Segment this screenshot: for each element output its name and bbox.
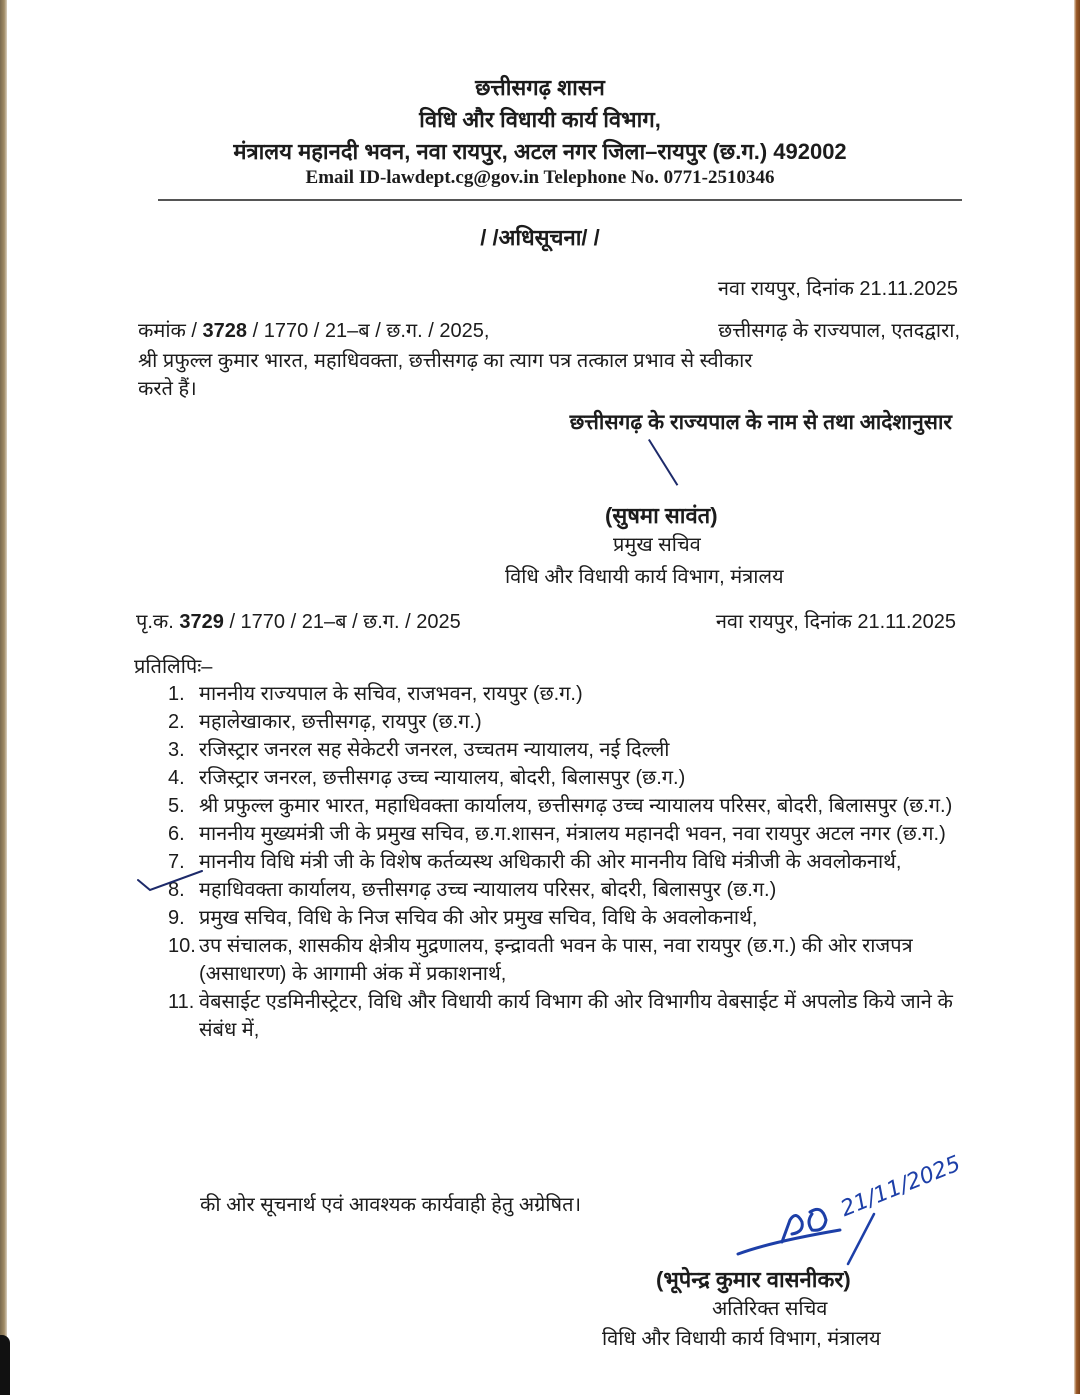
list-item — [168, 932, 968, 988]
item-number: 5. — [168, 795, 185, 817]
signatory-1-designation: प्रमुख सचिव — [613, 534, 701, 556]
item-number: 6. — [168, 823, 185, 845]
signatory-1-office: विधि और विधायी कार्य विभाग, मंत्रालय — [505, 566, 784, 588]
endorsement-ref-number: 3729 — [179, 611, 224, 633]
ref-suffix: / 1770 / 21–ब / छ.ग. / 2025, — [247, 320, 490, 342]
item-text: रजिस्ट्रार जनरल सह सेकेटरी जनरल, उच्चतम न्यायालय, नई दिल्ली — [199, 739, 670, 761]
ref-prefix: कमांक / — [138, 320, 203, 342]
ref-number: 3728 — [202, 320, 248, 342]
list-item — [168, 988, 968, 1044]
page-edge-shadow — [0, 1335, 10, 1395]
list-item — [168, 736, 968, 764]
item-number: 10. — [168, 935, 196, 957]
notification-body-line1: छत्तीसगढ़ के राज्यपाल, एतदद्वारा, — [718, 320, 960, 342]
item-text: माननीय मुख्यमंत्री जी के प्रमुख सचिव, छ.ग.शासन, मंत्रालय महानदी भवन, नवा रायपुर अटल नगर (छ.ग.) — [199, 823, 946, 845]
list-item — [168, 876, 968, 904]
item-text: प्रमुख सचिव, विधि के निज सचिव की ओर प्रमुख सचिव, विधि के अवलोकनार्थ, — [199, 907, 758, 929]
endorsement-ref-prefix: पृ.क. — [136, 611, 180, 633]
list-item — [168, 848, 968, 876]
notification-body-line2: श्री प्रफुल्ल कुमार भारत, महाधिवक्ता, छत्तीसगढ़ का त्याग पत्र तत्काल प्रभाव से स्वीकार — [138, 350, 753, 372]
item-number: 1. — [168, 683, 185, 705]
signatory-1-name: (सुषमा सावंत) — [605, 503, 718, 528]
copy-list — [168, 680, 968, 1044]
item-text: वेबसाईट एडमिनीस्ट्रेटर, विधि और विधायी कार्य विभाग की ओर विभागीय वेबसाईट में अपलोड किये जाने के संबंध में, — [199, 991, 953, 1041]
item-number: 7. — [168, 851, 185, 873]
list-item — [168, 708, 968, 736]
department-address: मंत्रालय महानदी भवन, नवा रायपुर, अटल नगर जिला–रायपुर (छ.ग.) 492002 — [233, 139, 847, 164]
item-number: 4. — [168, 767, 185, 789]
department-name: विधि और विधायी कार्य विभाग, — [419, 107, 661, 132]
item-text: माननीय विधि मंत्री जी के विशेष कर्तव्यस्थ अधिकारी की ओर माननीय विधि मंत्रीजी के अवलोकनार्थ, — [199, 851, 902, 873]
endorsement-reference — [136, 607, 461, 634]
item-number: 11. — [168, 991, 195, 1013]
signatory-2-designation: अतिरिक्त सचिव — [712, 1298, 828, 1320]
page-edge-right — [1074, 0, 1080, 1394]
item-number: 8. — [168, 879, 185, 901]
notification-reference — [138, 316, 489, 343]
order-line: छत्तीसगढ़ के राज्यपाल के नाम से तथा आदेशानुसार — [569, 411, 952, 434]
signatory-2-name: (भूपेन्द्र कुमार वासनीकर) — [656, 1267, 851, 1292]
closing-line: की ओर सूचनार्थ एवं आवश्यक कार्यवाही हेतु अग्रेषित। — [200, 1194, 582, 1216]
list-item — [168, 680, 968, 708]
item-number: 9. — [168, 907, 185, 929]
item-text: रजिस्ट्रार जनरल, छत्तीसगढ़ उच्च न्यायालय, बोदरी, बिलासपुर (छ.ग.) — [199, 767, 686, 789]
notification-title: / /अधिसूचना/ / — [480, 225, 600, 250]
government-name: छत्तीसगढ़ शासन — [475, 75, 605, 100]
list-item — [168, 792, 968, 820]
contact-info: Email ID-lawdept.cg@gov.in Telephone No. 0771-2510346 — [305, 167, 775, 188]
endorsement-ref-suffix: / 1770 / 21–ब / छ.ग. / 2025 — [223, 611, 461, 633]
page-edge-left — [0, 0, 7, 1394]
item-number: 3. — [168, 739, 185, 761]
notification-place-date: नवा रायपुर, दिनांक 21.11.2025 — [717, 278, 958, 300]
item-text: महाधिवक्ता कार्यालय, छत्तीसगढ़ उच्च न्यायालय परिसर, बोदरी, बिलासपुर (छ.ग.) — [199, 879, 777, 901]
header-divider — [158, 199, 962, 201]
item-number: 2. — [168, 711, 185, 733]
notification-body-line3: करते हैं। — [138, 378, 197, 400]
list-item — [168, 904, 968, 932]
handwritten-date: 21/11/2025 — [837, 1151, 965, 1223]
item-text: उप संचालक, शासकीय क्षेत्रीय मुद्रणालय, इन्द्रावती भवन के पास, नवा रायपुर (छ.ग.) की ओर राजपत्र (असाधारण) के आगामी अंक में प्रकाशनार्थ, — [199, 935, 913, 985]
checkmark-icon — [136, 868, 206, 898]
list-item — [168, 820, 968, 848]
item-text: माननीय राज्यपाल के सचिव, राजभवन, रायपुर (छ.ग.) — [199, 683, 583, 705]
copy-heading: प्रतिलिपिः– — [134, 656, 213, 678]
list-item — [168, 764, 968, 792]
item-text: महालेखाकार, छत्तीसगढ़, रायपुर (छ.ग.) — [199, 711, 482, 733]
signatory-2-office: विधि और विधायी कार्य विभाग, मंत्रालय — [602, 1328, 881, 1350]
item-text: श्री प्रफुल्ल कुमार भारत, महाधिवक्ता कार्यालय, छत्तीसगढ़ उच्च न्यायालय परिसर, बोदरी, बिलासपुर (छ.ग.) — [199, 795, 953, 817]
signature-stroke — [648, 439, 678, 486]
endorsement-place-date: नवा रायपुर, दिनांक 21.11.2025 — [715, 611, 956, 633]
